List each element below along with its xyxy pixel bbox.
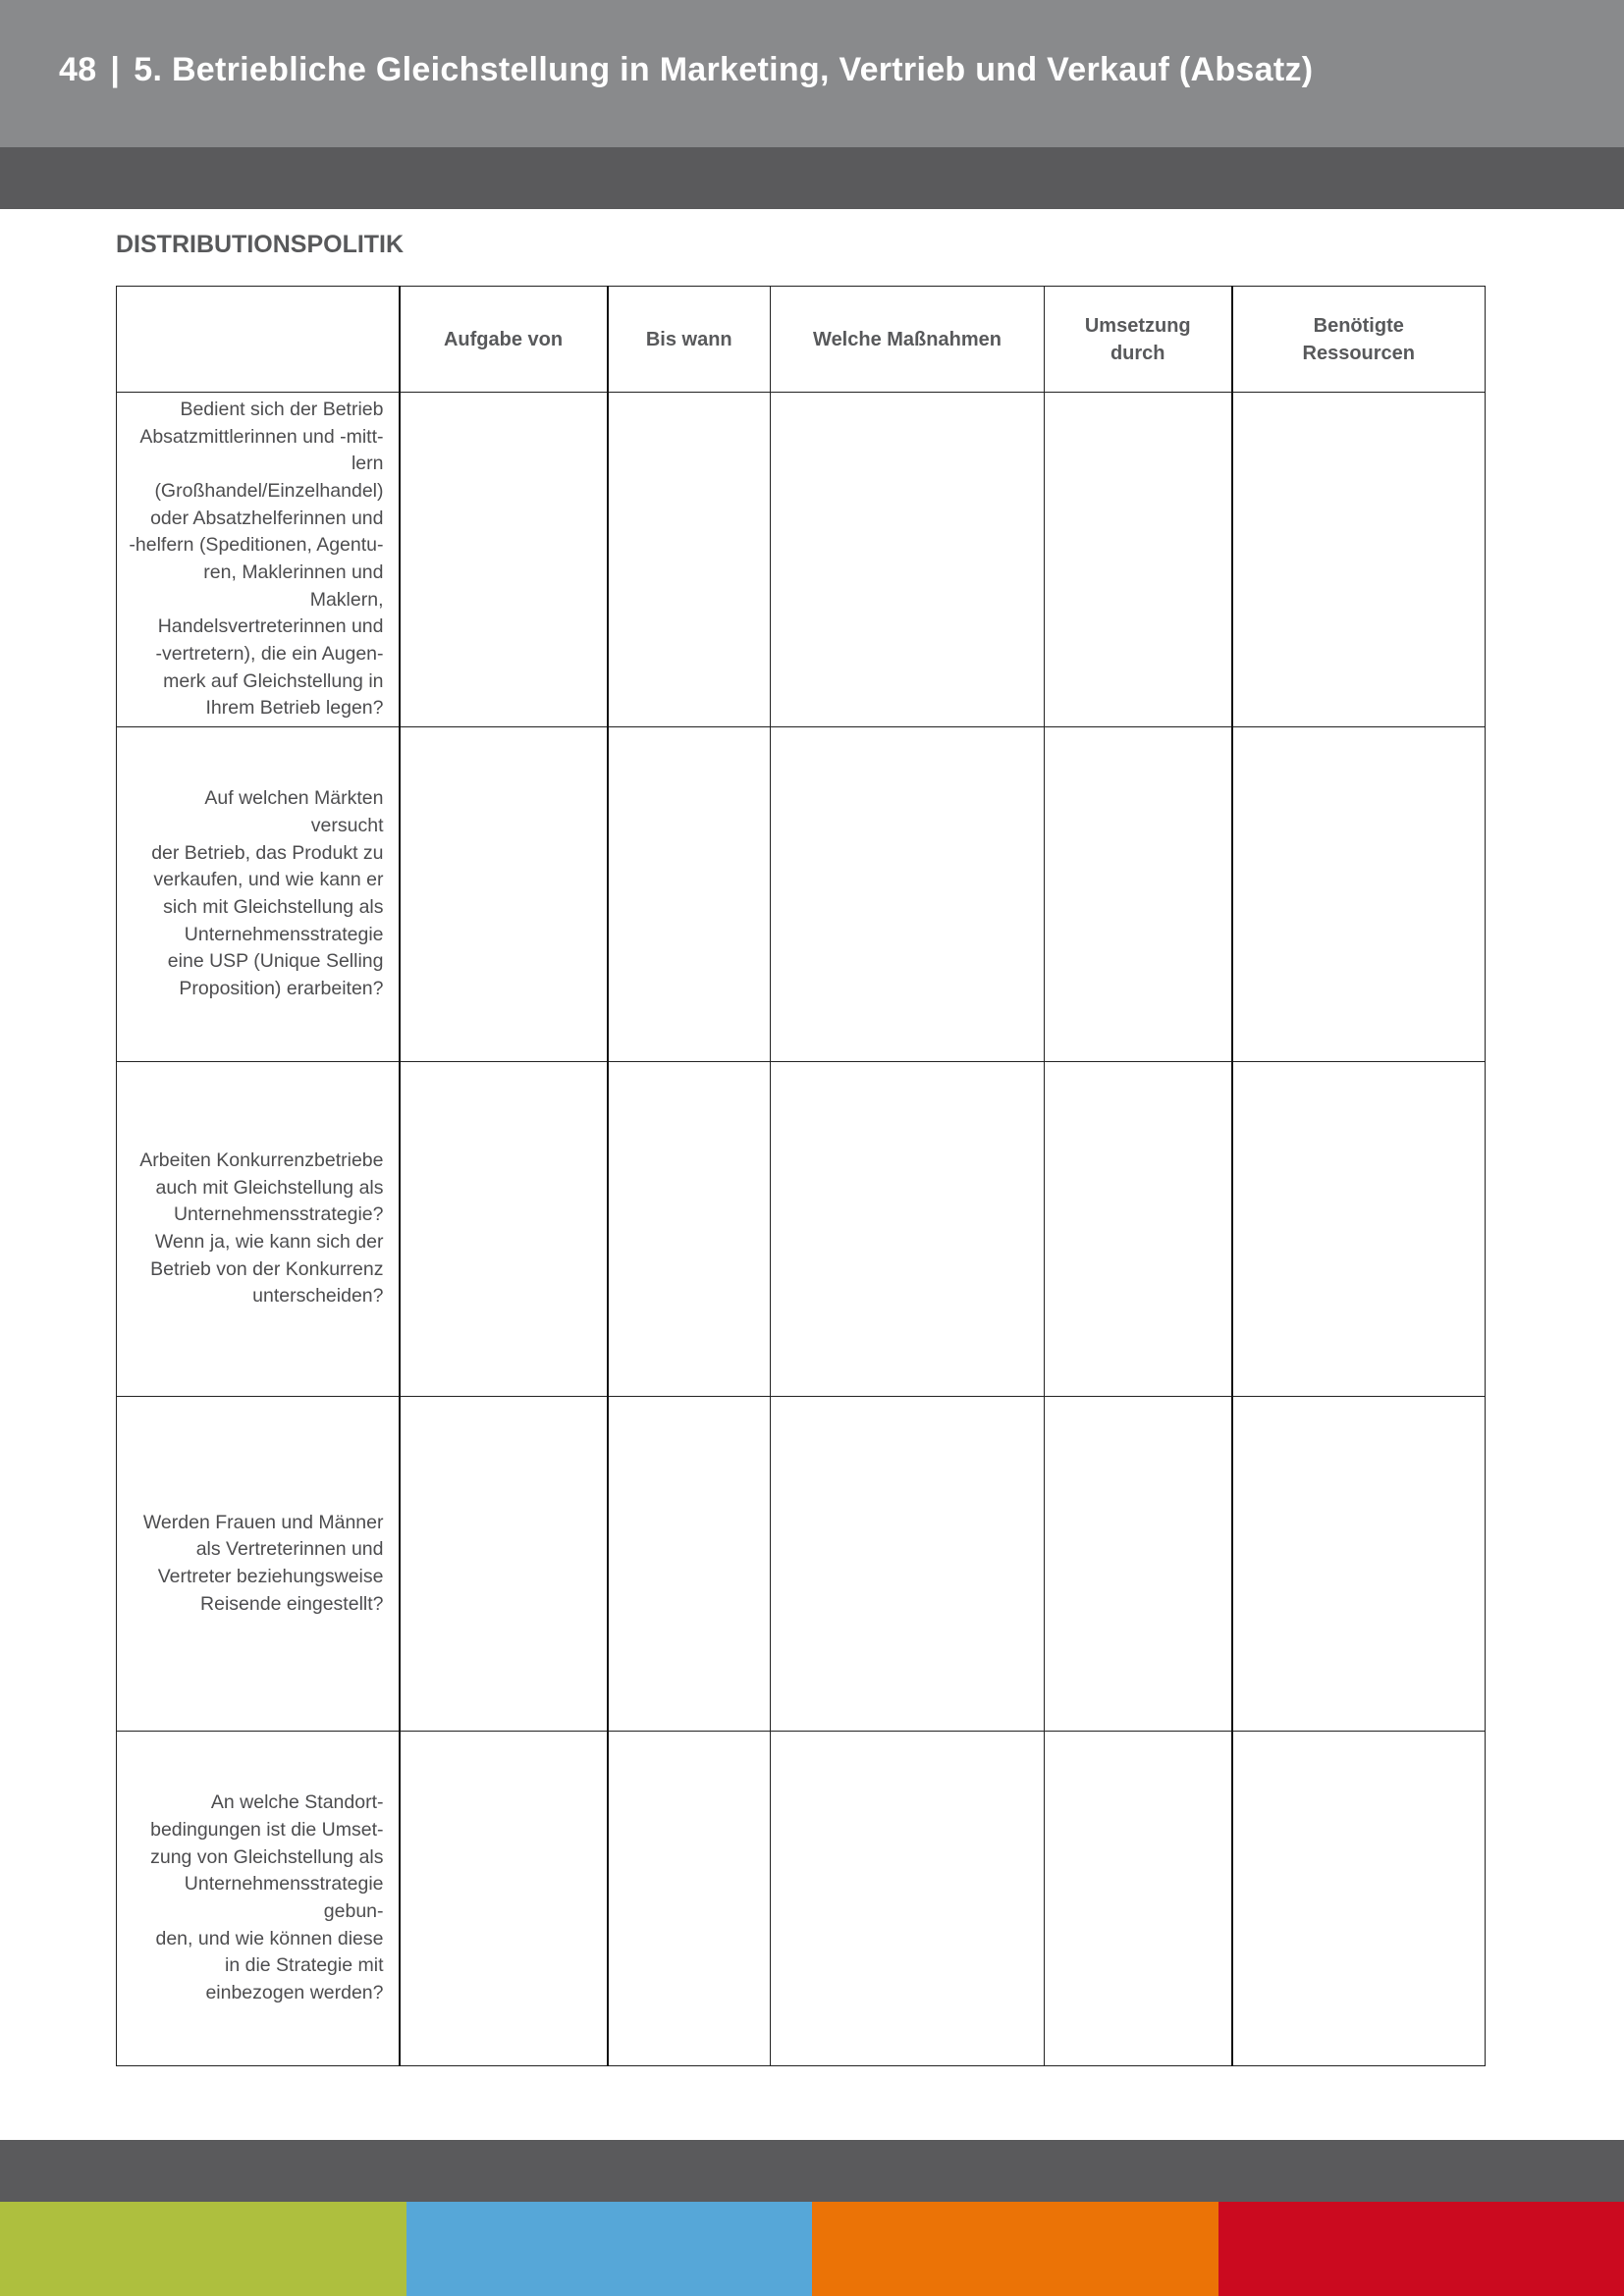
question-cell [117,1397,400,1732]
footer-color-red [1218,2202,1624,2296]
column-header-empty [117,287,400,393]
footer-color-blue [406,2202,813,2296]
chapter-title: 5. Betriebliche Gleichstellung in Marketing, Vertrieb und Verkauf (Absatz) [134,51,1314,88]
question-cell [117,393,400,727]
answer-cell-aufgabe-von[interactable] [400,393,608,727]
footer-color-green [0,2202,406,2296]
answer-cell-aufgabe-von[interactable] [400,1397,608,1732]
footer-color-bar [0,2202,1624,2296]
header-title [59,51,1313,89]
answer-cell-aufgabe-von[interactable] [400,1062,608,1397]
question-text: Bedient sich der Betrieb Absatzmittlerinnen und -mitt- lern (Großhandel/Einzelhandel) oder Absatzhelferinnen und -helfern (Speditionen, Agentu- ren, Maklerinnen und Maklern, Handelsvertreterinnen und -vertretern), die ein Augen- merk auf Gleichstellung in Ihrem Betrieb legen? [129,398,384,720]
question-cell [117,1732,400,2066]
header-separator: | [110,51,121,88]
column-header-umsetzung: Umsetzung durch [1045,287,1232,393]
answer-cell-umsetzung[interactable] [1045,1397,1232,1732]
question-cell [117,1062,400,1397]
table-header-row [117,287,1486,393]
answer-cell-ressourcen[interactable] [1232,393,1486,727]
header-band [0,147,1624,209]
answer-cell-ressourcen[interactable] [1232,727,1486,1062]
answer-cell-umsetzung[interactable] [1045,393,1232,727]
answer-cell-massnahmen[interactable] [771,727,1045,1062]
table-row [117,1732,1486,2066]
answer-cell-massnahmen[interactable] [771,1062,1045,1397]
question-cell [117,727,400,1062]
answer-cell-umsetzung[interactable] [1045,1732,1232,2066]
question-text: Auf welchen Märkten versucht der Betrieb, das Produkt zu verkaufen, und wie kann er sich mit Gleichstellung als Unternehmensstrategie eine USP (Unique Selling Proposition) erarbeiten? [151,787,384,1000]
question-text: Werden Frauen und Männer als Vertreterinnen und Vertreter beziehungsweise Reisende eingestellt? [142,1511,384,1615]
answer-cell-bis-wann[interactable] [608,1062,771,1397]
answer-cell-massnahmen[interactable] [771,393,1045,727]
answer-cell-massnahmen[interactable] [771,1732,1045,2066]
column-header-bis-wann: Bis wann [608,287,771,393]
column-header-ressourcen: Benötigte Ressourcen [1232,287,1486,393]
answer-cell-umsetzung[interactable] [1045,727,1232,1062]
answer-cell-ressourcen[interactable] [1232,1397,1486,1732]
footer-band [0,2140,1624,2202]
page-header [0,0,1624,147]
column-header-massnahmen: Welche Maßnahmen [771,287,1045,393]
action-table [116,286,1486,2066]
table-row [117,727,1486,1062]
question-text: An welche Standort- bedingungen ist die Umset- zung von Gleichstellung als Unternehmensstrategie gebun- den, und wie können diese in die Strategie mit einbezogen werden? [150,1791,384,2004]
answer-cell-bis-wann[interactable] [608,727,771,1062]
answer-cell-umsetzung[interactable] [1045,1062,1232,1397]
table-row [117,1397,1486,1732]
answer-cell-aufgabe-von[interactable] [400,1732,608,2066]
answer-cell-bis-wann[interactable] [608,1732,771,2066]
table-row [117,1062,1486,1397]
answer-cell-bis-wann[interactable] [608,1397,771,1732]
footer-color-orange [812,2202,1218,2296]
section-heading: DISTRIBUTIONSPOLITIK [116,231,405,258]
answer-cell-ressourcen[interactable] [1232,1062,1486,1397]
answer-cell-aufgabe-von[interactable] [400,727,608,1062]
column-header-aufgabe-von: Aufgabe von [400,287,608,393]
answer-cell-ressourcen[interactable] [1232,1732,1486,2066]
question-text: Arbeiten Konkurrenzbetriebe auch mit Gleichstellung als Unternehmensstrategie? Wenn ja, wie kann sich der Betrieb von der Konkurrenz unterscheiden? [139,1148,384,1308]
page-number: 48 [59,51,97,88]
answer-cell-massnahmen[interactable] [771,1397,1045,1732]
answer-cell-bis-wann[interactable] [608,393,771,727]
table-row [117,393,1486,727]
